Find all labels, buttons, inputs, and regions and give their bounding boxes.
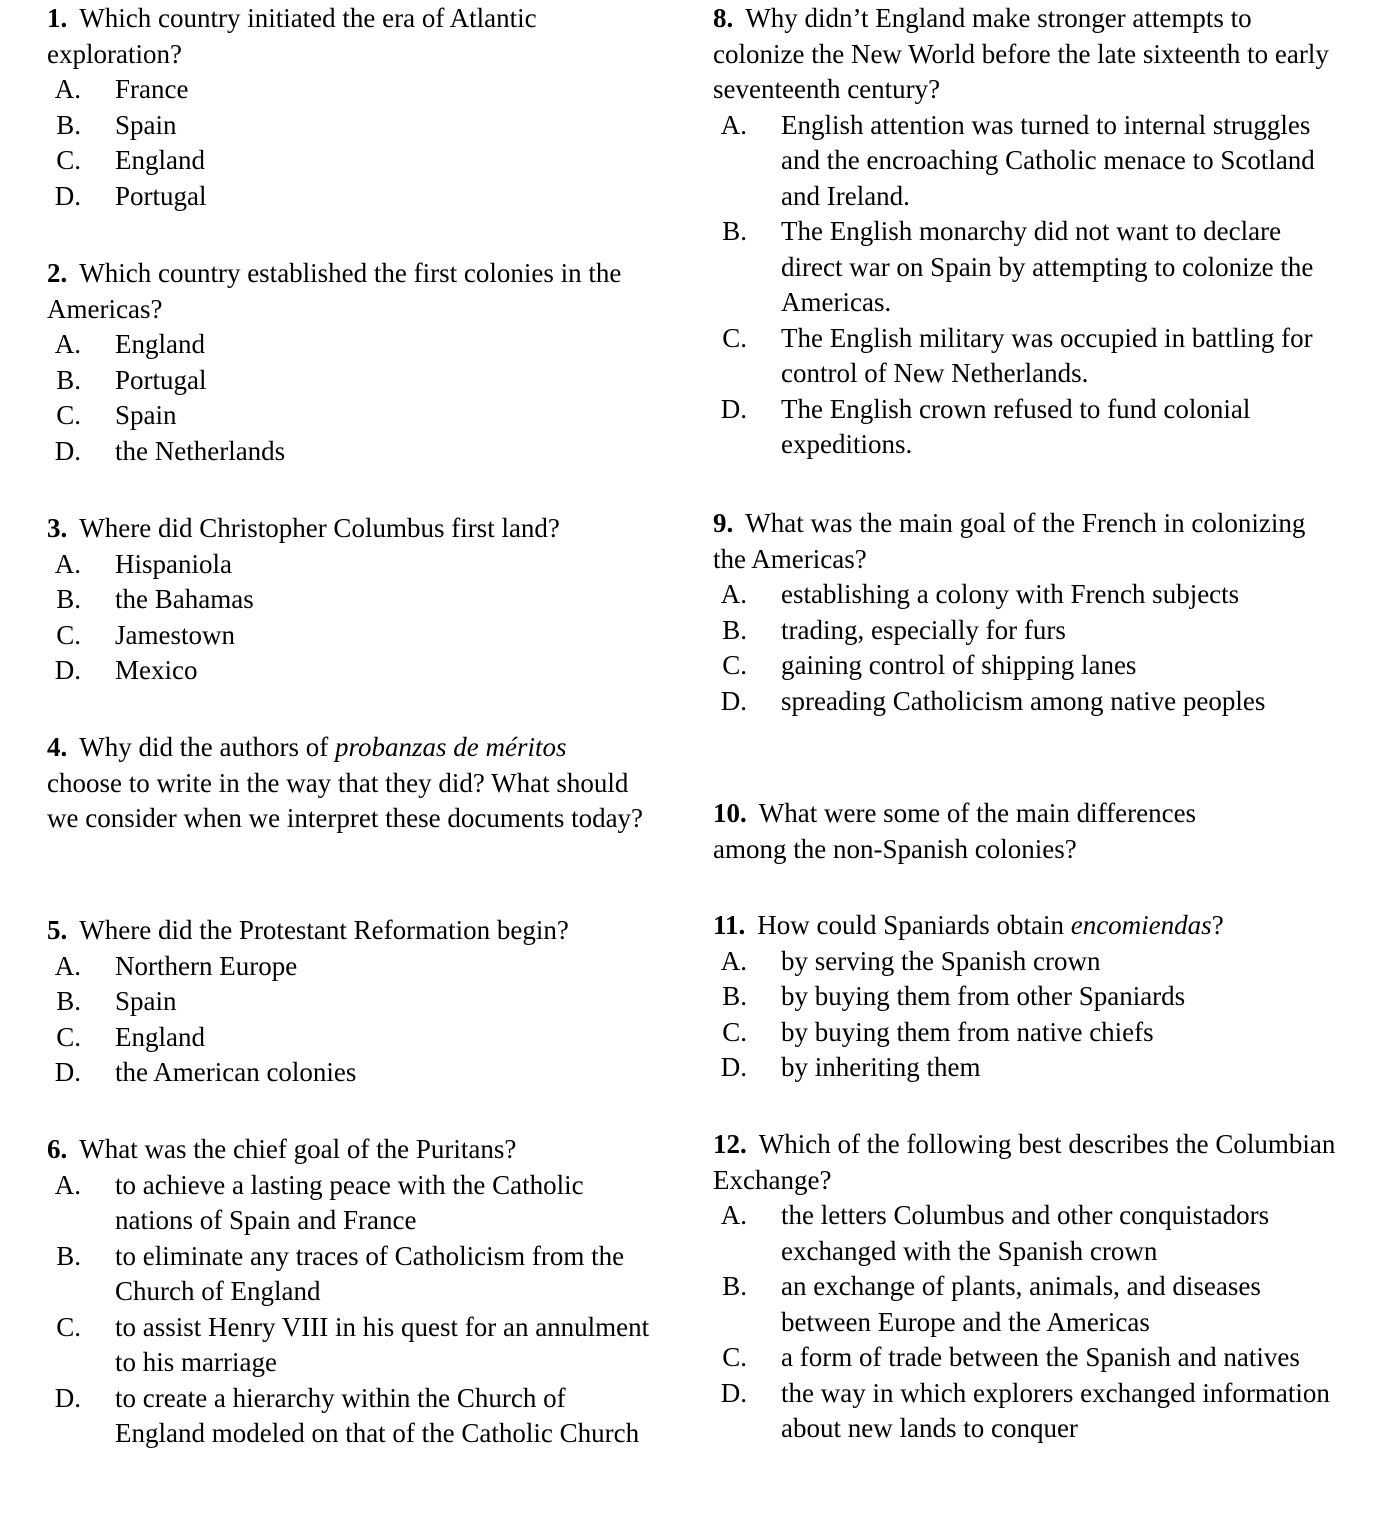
option-letter: B. bbox=[722, 1271, 747, 1301]
option-text: England bbox=[115, 1021, 205, 1052]
option-letter: C. bbox=[722, 322, 747, 353]
option-letter: C. bbox=[722, 650, 747, 680]
option-letter: A. bbox=[720, 109, 747, 140]
option-letter: D. bbox=[720, 685, 747, 716]
question-stem bbox=[47, 913, 659, 949]
answer-option[interactable] bbox=[699, 392, 1343, 463]
answer-options bbox=[33, 72, 659, 214]
question-text-after: choose to write in the way that they did? What should we consider when we interpret these documents today? bbox=[47, 767, 644, 833]
option-letter: B. bbox=[56, 986, 81, 1016]
option-letter: A. bbox=[54, 950, 81, 981]
answer-option[interactable] bbox=[699, 1340, 1343, 1376]
option-text: by inheriting them bbox=[781, 1052, 981, 1082]
question-number: 11. bbox=[713, 910, 746, 940]
option-letter: C. bbox=[56, 1311, 81, 1342]
option-text: an exchange of plants, animals, and diseases between Europe and the Americas bbox=[781, 1271, 1261, 1337]
answer-options bbox=[33, 327, 659, 469]
option-letter: C. bbox=[56, 145, 81, 175]
question-number: 4. bbox=[47, 732, 68, 762]
answer-option[interactable] bbox=[33, 72, 659, 108]
option-text: France bbox=[115, 74, 189, 104]
option-text: The English military was occupied in battling for control of New Netherlands. bbox=[781, 322, 1313, 388]
question-text: Where did the Protestant Reformation begin? bbox=[79, 915, 569, 945]
question-5 bbox=[47, 913, 659, 1091]
question-2 bbox=[47, 256, 659, 469]
option-text: by buying them from other Spaniards bbox=[781, 981, 1186, 1011]
option-text: the letters Columbus and other conquistadors exchanged with the Spanish crown bbox=[781, 1200, 1270, 1266]
answer-option[interactable] bbox=[699, 214, 1343, 321]
option-letter: D. bbox=[54, 655, 81, 685]
option-letter: B. bbox=[722, 216, 747, 246]
question-number: 5. bbox=[47, 915, 68, 945]
answer-option[interactable] bbox=[33, 1239, 659, 1310]
option-text: Mexico bbox=[115, 655, 198, 685]
question-text: Which country established the first colonies in the Americas? bbox=[47, 258, 622, 324]
question-stem bbox=[713, 796, 1273, 867]
option-text: to create a hierarchy within the Church of England modeled on that of the Catholic Church bbox=[115, 1382, 640, 1448]
question-number: 2. bbox=[47, 258, 68, 288]
question-number: 3. bbox=[47, 513, 68, 543]
answer-option[interactable] bbox=[699, 684, 1343, 720]
answer-option[interactable] bbox=[699, 577, 1343, 613]
question-number: 9. bbox=[713, 508, 734, 538]
answer-option[interactable] bbox=[699, 1050, 1343, 1086]
option-letter: D. bbox=[54, 435, 81, 466]
answer-option[interactable] bbox=[33, 618, 659, 654]
question-6 bbox=[47, 1132, 659, 1452]
option-letter: A. bbox=[720, 1200, 747, 1230]
option-letter: A. bbox=[720, 579, 747, 609]
option-text: the way in which explorers exchanged information about new lands to conquer bbox=[781, 1377, 1330, 1443]
option-letter: B. bbox=[56, 364, 81, 395]
option-text: to achieve a lasting peace with the Catholic nations of Spain and France bbox=[115, 1169, 584, 1235]
option-text: Spain bbox=[115, 109, 177, 140]
option-text: England bbox=[115, 329, 205, 359]
option-text: the Bahamas bbox=[115, 584, 254, 614]
option-text: the Netherlands bbox=[115, 435, 286, 466]
question-text-before: Why did the authors of bbox=[79, 732, 329, 762]
option-letter: B. bbox=[56, 109, 81, 140]
option-letter: B. bbox=[56, 584, 81, 614]
answer-options bbox=[33, 547, 659, 689]
question-10 bbox=[713, 796, 1273, 867]
question-text: What were some of the main differences among the non-Spanish colonies? bbox=[713, 798, 1197, 864]
option-letter: D. bbox=[54, 1382, 81, 1413]
option-text: spreading Catholicism among native peoples bbox=[781, 685, 1266, 716]
answer-option[interactable] bbox=[699, 944, 1343, 980]
answer-option[interactable] bbox=[33, 434, 659, 470]
question-number: 10. bbox=[713, 798, 747, 828]
question-stem bbox=[713, 506, 1343, 577]
answer-option[interactable] bbox=[699, 1015, 1343, 1051]
option-text: the American colonies bbox=[115, 1057, 357, 1087]
question-text: What was the chief goal of the Puritans? bbox=[79, 1134, 517, 1164]
option-letter: B. bbox=[56, 1240, 81, 1271]
question-stem bbox=[47, 1132, 659, 1168]
question-stem bbox=[47, 511, 659, 547]
question-1 bbox=[47, 1, 659, 214]
answer-option[interactable] bbox=[33, 398, 659, 434]
question-stem bbox=[47, 730, 647, 837]
question-text: Which country initiated the era of Atlantic exploration? bbox=[47, 3, 537, 69]
answer-option[interactable] bbox=[699, 613, 1343, 649]
option-text: by buying them from native chiefs bbox=[781, 1016, 1154, 1047]
question-number: 1. bbox=[47, 3, 68, 33]
option-text: by serving the Spanish crown bbox=[781, 945, 1101, 976]
question-text: Where did Christopher Columbus first land? bbox=[79, 513, 560, 543]
question-9 bbox=[713, 506, 1343, 719]
option-letter: C. bbox=[722, 1342, 747, 1372]
answer-option[interactable] bbox=[699, 321, 1343, 392]
question-11 bbox=[713, 908, 1343, 1086]
option-letter: A. bbox=[720, 945, 747, 976]
question-text-before: How could Spaniards obtain bbox=[757, 910, 1064, 940]
answer-option[interactable] bbox=[699, 108, 1343, 215]
question-number: 8. bbox=[713, 3, 734, 33]
answer-options bbox=[699, 1198, 1343, 1447]
option-text: The English crown refused to fund colonial expeditions. bbox=[781, 393, 1251, 459]
option-text: Jamestown bbox=[115, 619, 235, 650]
question-text: Which of the following best describes the Columbian Exchange? bbox=[713, 1129, 1336, 1195]
question-text-italic: probanzas de méritos bbox=[334, 732, 567, 762]
question-3 bbox=[47, 511, 659, 689]
answer-option[interactable] bbox=[33, 327, 659, 363]
question-12 bbox=[713, 1127, 1343, 1447]
question-text-italic: encomiendas bbox=[1070, 910, 1212, 940]
answer-option[interactable] bbox=[33, 179, 659, 215]
option-letter: C. bbox=[722, 1016, 747, 1047]
answer-option[interactable] bbox=[699, 1198, 1343, 1269]
option-letter: A. bbox=[54, 74, 81, 104]
question-stem bbox=[713, 1127, 1343, 1198]
answer-option[interactable] bbox=[699, 979, 1343, 1015]
answer-option[interactable] bbox=[33, 1310, 659, 1381]
question-8 bbox=[713, 1, 1343, 463]
question-stem bbox=[47, 256, 659, 327]
answer-option[interactable] bbox=[33, 363, 659, 399]
question-stem bbox=[713, 1, 1343, 108]
option-letter: B. bbox=[722, 981, 747, 1011]
answer-option[interactable] bbox=[699, 1376, 1343, 1447]
answer-options bbox=[699, 108, 1343, 463]
option-text: Portugal bbox=[115, 180, 207, 211]
answer-option[interactable] bbox=[33, 1055, 659, 1091]
answer-option[interactable] bbox=[33, 1168, 659, 1239]
option-text: Spain bbox=[115, 986, 177, 1016]
option-letter: D. bbox=[720, 393, 747, 424]
answer-option[interactable] bbox=[33, 547, 659, 583]
answer-option[interactable] bbox=[33, 582, 659, 618]
option-letter: C. bbox=[56, 619, 81, 650]
question-stem bbox=[47, 1, 659, 72]
question-number: 12. bbox=[713, 1129, 747, 1159]
option-text: to assist Henry VIII in his quest for an annulment to his marriage bbox=[115, 1311, 650, 1377]
question-4 bbox=[47, 730, 647, 837]
answer-options bbox=[33, 1168, 659, 1452]
option-text: England bbox=[115, 145, 205, 175]
question-text-after: ? bbox=[1211, 910, 1224, 940]
answer-options bbox=[33, 949, 659, 1091]
answer-option[interactable] bbox=[33, 1381, 659, 1452]
option-letter: A. bbox=[54, 548, 81, 579]
answer-option[interactable] bbox=[33, 1020, 659, 1056]
answer-option[interactable] bbox=[33, 653, 659, 689]
answer-option[interactable] bbox=[33, 143, 659, 179]
option-text: English attention was turned to internal struggles and the encroaching Catholic menace to Scotland and Ireland. bbox=[781, 109, 1315, 211]
option-letter: C. bbox=[56, 400, 81, 430]
option-letter: A. bbox=[54, 329, 81, 359]
answer-option[interactable] bbox=[33, 984, 659, 1020]
option-text: to eliminate any traces of Catholicism from the Church of England bbox=[115, 1240, 625, 1306]
option-text: Portugal bbox=[115, 364, 207, 395]
option-letter: D. bbox=[720, 1377, 747, 1408]
option-text: establishing a colony with French subjects bbox=[781, 579, 1240, 609]
option-letter: C. bbox=[56, 1021, 81, 1052]
option-text: gaining control of shipping lanes bbox=[781, 650, 1137, 680]
answer-option[interactable] bbox=[699, 1269, 1343, 1340]
option-letter: D. bbox=[54, 1057, 81, 1087]
option-text: The English monarchy did not want to declare direct war on Spain by attempting to colonize the Americas. bbox=[781, 216, 1314, 317]
answer-options bbox=[699, 944, 1343, 1086]
option-letter: D. bbox=[54, 180, 81, 211]
question-number: 6. bbox=[47, 1134, 68, 1164]
option-text: Spain bbox=[115, 400, 177, 430]
option-text: a form of trade between the Spanish and natives bbox=[781, 1342, 1300, 1372]
option-letter: B. bbox=[722, 614, 747, 645]
answer-option[interactable] bbox=[33, 949, 659, 985]
question-text: What was the main goal of the French in colonizing the Americas? bbox=[713, 508, 1306, 574]
question-stem bbox=[713, 908, 1343, 944]
answer-option[interactable] bbox=[699, 648, 1343, 684]
answer-options bbox=[699, 577, 1343, 719]
question-text: Why didn’t England make stronger attempts to colonize the New World before the late sixteenth to early seventeenth century? bbox=[713, 3, 1329, 104]
option-text: Northern Europe bbox=[115, 950, 298, 981]
option-text: Hispaniola bbox=[115, 548, 232, 579]
answer-option[interactable] bbox=[33, 108, 659, 144]
option-text: trading, especially for furs bbox=[781, 614, 1066, 645]
option-letter: D. bbox=[720, 1052, 747, 1082]
option-letter: A. bbox=[54, 1169, 81, 1200]
